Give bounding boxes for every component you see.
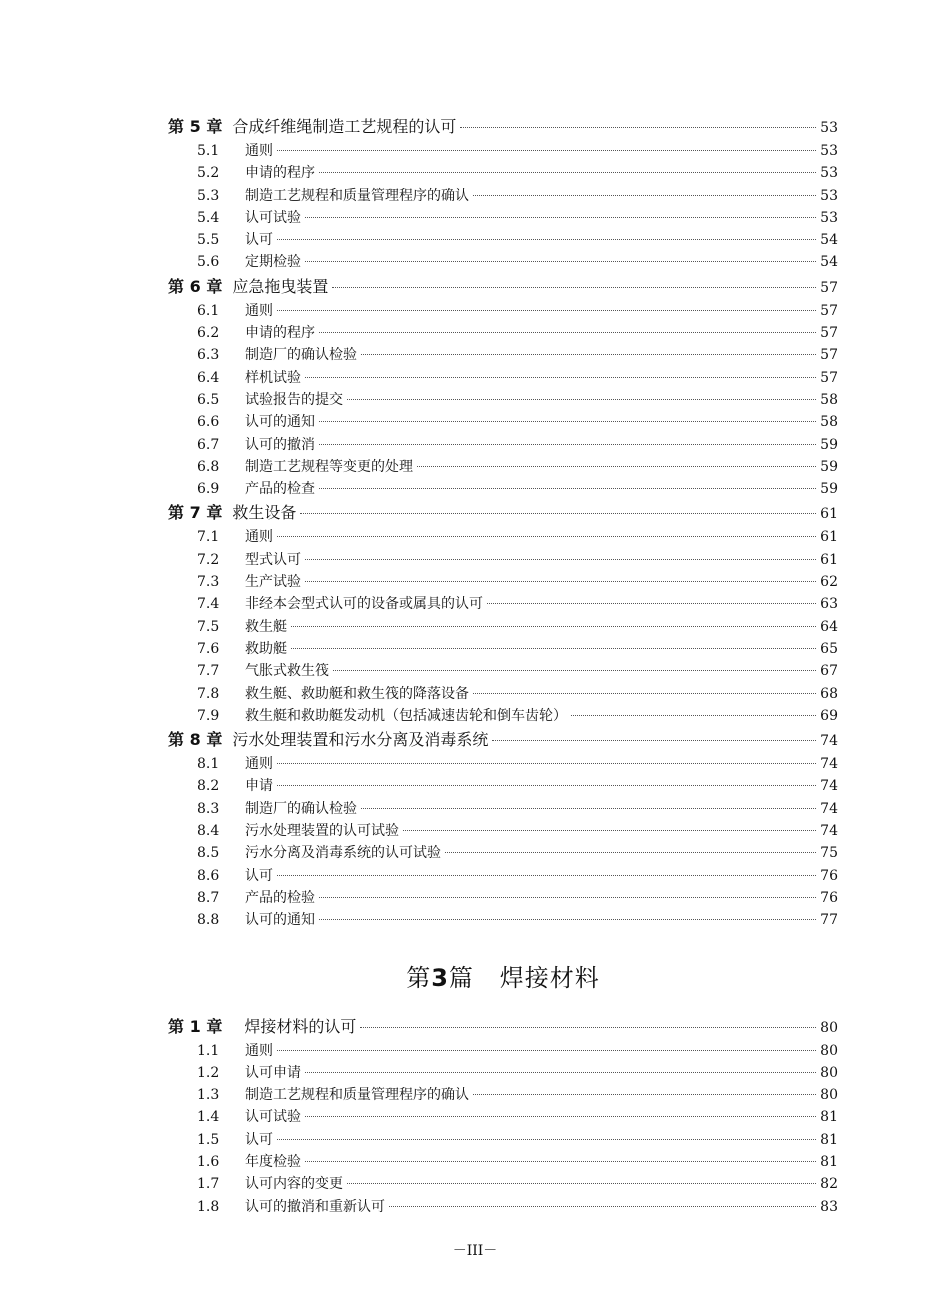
section-page-number: 65: [820, 640, 838, 657]
toc-section-entry[interactable]: [168, 207, 838, 229]
part-heading: [168, 942, 838, 1014]
section-page-number: 59: [820, 481, 838, 498]
section-number: 7.1: [197, 529, 220, 546]
section-title: 样机试验: [245, 369, 301, 386]
section-number: 6.3: [197, 347, 220, 364]
section-page-number: 81: [820, 1131, 838, 1148]
section-title: 认可试验: [245, 1109, 301, 1126]
section-title: 生产试验: [245, 574, 301, 591]
section-number: 7.5: [197, 618, 220, 635]
toc-section-entry[interactable]: [168, 1040, 838, 1062]
section-page-number: 75: [820, 845, 838, 862]
toc-section-entry[interactable]: [168, 478, 838, 500]
toc-section-entry[interactable]: [168, 411, 838, 433]
toc-chapter-entry[interactable]: [168, 500, 838, 526]
section-number: 7.3: [197, 574, 220, 591]
chapter-page-number: 74: [820, 733, 838, 750]
toc-section-entry[interactable]: [168, 185, 838, 207]
toc-section-entry[interactable]: [168, 526, 838, 548]
toc-section-entry[interactable]: [168, 820, 838, 842]
dot-leader: [291, 626, 816, 627]
section-number: 8.4: [197, 823, 220, 840]
section-page-number: 76: [820, 867, 838, 884]
chapter-page-number: 61: [820, 506, 838, 523]
section-number: 5.1: [197, 143, 220, 159]
chapter-label-suffix: 章: [206, 503, 223, 523]
section-page-number: 80: [820, 1087, 838, 1104]
toc-section-entry[interactable]: [168, 1173, 838, 1195]
chapter-label-number: 8: [189, 730, 201, 750]
chapter-title: 合成纤维绳制造工艺规程的认可: [232, 117, 457, 136]
chapter-label-prefix: 第: [168, 1016, 185, 1036]
toc-section-entry[interactable]: [168, 775, 838, 797]
dot-leader: [361, 808, 816, 809]
dot-leader: [571, 715, 816, 716]
dot-leader: [319, 488, 816, 489]
section-number: 7.4: [197, 596, 220, 613]
section-number: 8.2: [197, 778, 220, 795]
page-number-footer: －III－: [452, 1243, 498, 1259]
dot-leader: [332, 287, 816, 288]
section-title: 救生艇、救助艇和救生筏的降落设备: [245, 685, 469, 702]
dot-leader: [445, 852, 816, 853]
section-title: 制造工艺规程和质量管理程序的确认: [245, 1087, 469, 1104]
section-title: 申请: [245, 778, 273, 795]
section-title: 制造工艺规程和质量管理程序的确认: [245, 187, 469, 204]
dot-leader: [305, 377, 816, 378]
toc-section-entry[interactable]: [168, 1106, 838, 1128]
toc-section-entry[interactable]: [168, 367, 838, 389]
section-number: 1.6: [197, 1153, 220, 1170]
dot-leader: [319, 332, 816, 333]
dot-leader: [319, 172, 816, 173]
section-title: 气胀式救生筏: [245, 663, 329, 680]
toc-section-entry[interactable]: [168, 798, 838, 820]
toc-section-entry[interactable]: [168, 660, 838, 682]
section-number: 6.1: [197, 302, 220, 319]
chapter-page-number: 53: [820, 120, 838, 136]
section-title: 通则: [245, 756, 273, 773]
section-title: 制造工艺规程等变更的处理: [245, 458, 413, 475]
chapter-number-label: [168, 1014, 222, 1040]
section-number: 1.8: [197, 1198, 220, 1215]
section-title: 认可试验: [245, 209, 301, 226]
chapter-number-label: [168, 500, 222, 526]
section-page-number: 53: [820, 143, 838, 159]
toc-chapter-entry[interactable]: [168, 114, 838, 140]
section-title: 认可: [245, 867, 273, 884]
dot-leader: [277, 1139, 816, 1140]
section-page-number: 62: [820, 574, 838, 591]
section-number: 8.8: [197, 912, 220, 929]
section-title: 申请的程序: [245, 165, 315, 182]
section-title: 试验报告的提交: [245, 391, 343, 408]
dot-leader: [347, 1183, 816, 1184]
section-page-number: 61: [820, 551, 838, 568]
chapter-label-number: 1: [189, 1016, 201, 1036]
dot-leader: [361, 354, 816, 355]
section-page-number: 64: [820, 618, 838, 635]
dot-leader: [460, 127, 816, 128]
section-title: 认可的通知: [245, 414, 315, 431]
section-title: 通则: [245, 529, 273, 546]
section-page-number: 74: [820, 778, 838, 795]
dot-leader: [389, 1206, 816, 1207]
dot-leader: [277, 150, 816, 151]
section-title: 制造厂的确认检验: [245, 347, 357, 364]
dot-leader: [305, 261, 816, 262]
chapter-label-prefix: 第: [168, 503, 185, 523]
toc-chapter-entry[interactable]: [168, 727, 838, 753]
section-page-number: 58: [820, 391, 838, 408]
chapter-label-suffix: 章: [206, 1016, 223, 1036]
section-title: 产品的检验: [245, 889, 315, 906]
section-page-number: 76: [820, 889, 838, 906]
dot-leader: [360, 1027, 816, 1028]
dot-leader: [319, 897, 816, 898]
dot-leader: [277, 785, 816, 786]
dot-leader: [473, 693, 816, 694]
chapter-title: 焊接材料的认可: [244, 1016, 357, 1036]
chapter-number-label: [168, 727, 222, 753]
dot-leader: [473, 1094, 816, 1095]
dot-leader: [305, 1072, 816, 1073]
section-page-number: 83: [820, 1198, 838, 1215]
section-page-number: 80: [820, 1042, 838, 1059]
section-number: 7.8: [197, 685, 220, 702]
toc-section-entry[interactable]: [168, 753, 838, 775]
toc-section-entry[interactable]: [168, 705, 838, 727]
toc-section-entry[interactable]: [168, 1062, 838, 1084]
section-title: 定期检验: [245, 254, 301, 271]
section-title: 产品的检查: [245, 481, 315, 498]
toc-section-entry[interactable]: [168, 1129, 838, 1151]
section-page-number: 82: [820, 1176, 838, 1193]
section-page-number: 54: [820, 254, 838, 271]
toc-section-entry[interactable]: [168, 909, 838, 931]
dot-leader: [277, 536, 816, 537]
chapter-title: 应急拖曳装置: [232, 276, 329, 296]
toc-section-entry[interactable]: [168, 1084, 838, 1106]
section-page-number: 59: [820, 436, 838, 453]
dot-leader: [305, 1116, 816, 1117]
section-number: 6.2: [197, 325, 220, 342]
section-page-number: 57: [820, 325, 838, 342]
toc-chapter-entry[interactable]: [168, 274, 838, 300]
section-number: 1.5: [197, 1131, 220, 1148]
toc-section-entry[interactable]: [168, 593, 838, 615]
section-number: 6.5: [197, 391, 220, 408]
section-title: 认可的撤消和重新认可: [245, 1198, 385, 1215]
chapter-title: 救生设备: [232, 503, 297, 523]
toc-section-entry[interactable]: [168, 456, 838, 478]
section-title: 认可: [245, 232, 273, 249]
section-page-number: 53: [820, 209, 838, 226]
dot-leader: [473, 195, 816, 196]
section-number: 8.7: [197, 889, 220, 906]
chapter-label-prefix: 第: [168, 276, 185, 296]
chapter-label-suffix: 章: [206, 117, 223, 136]
section-title: 救生艇和救助艇发动机（包括减速齿轮和倒车齿轮）: [245, 707, 567, 724]
section-page-number: 67: [820, 663, 838, 680]
section-page-number: 68: [820, 685, 838, 702]
section-number: 8.3: [197, 800, 220, 817]
toc-group-part-3: [168, 1014, 838, 1218]
section-title: 通则: [245, 143, 273, 159]
dot-leader: [277, 1050, 816, 1051]
dot-leader: [319, 444, 816, 445]
toc-section-entry[interactable]: [168, 571, 838, 593]
section-page-number: 57: [820, 302, 838, 319]
section-title: 认可的通知: [245, 912, 315, 929]
toc-section-entry[interactable]: [168, 162, 838, 184]
section-page-number: 63: [820, 596, 838, 613]
section-page-number: 74: [820, 756, 838, 773]
toc-section-entry[interactable]: [168, 616, 838, 638]
dot-leader: [305, 559, 816, 560]
section-page-number: 59: [820, 458, 838, 475]
part-heading-title: 焊接材料: [499, 963, 600, 992]
toc-section-entry[interactable]: [168, 300, 838, 322]
chapter-label-number: 7: [189, 503, 201, 523]
section-page-number: 57: [820, 369, 838, 386]
chapter-label-number: 6: [189, 276, 201, 296]
chapter-page-number: 80: [820, 1019, 838, 1036]
section-page-number: 53: [820, 165, 838, 182]
dot-leader: [492, 740, 816, 741]
section-page-number: 58: [820, 414, 838, 431]
section-page-number: 69: [820, 707, 838, 724]
dot-leader: [403, 830, 816, 831]
toc-section-entry[interactable]: [168, 865, 838, 887]
section-number: 5.6: [197, 254, 220, 271]
section-number: 8.6: [197, 867, 220, 884]
section-page-number: 77: [820, 912, 838, 929]
section-number: 1.2: [197, 1064, 220, 1081]
section-page-number: 54: [820, 232, 838, 249]
toc-section-entry[interactable]: [168, 683, 838, 705]
chapter-page-number: 57: [820, 279, 838, 296]
section-number: 1.4: [197, 1109, 220, 1126]
dot-leader: [277, 239, 816, 240]
toc-section-entry[interactable]: [168, 887, 838, 909]
dot-leader: [347, 399, 816, 400]
dot-leader: [487, 603, 816, 604]
toc-section-entry[interactable]: [168, 638, 838, 660]
section-title: 认可内容的变更: [245, 1176, 343, 1193]
chapter-label-suffix: 章: [206, 276, 223, 296]
section-title: 认可: [245, 1131, 273, 1148]
toc-section-entry[interactable]: [168, 1196, 838, 1218]
section-number: 6.7: [197, 436, 220, 453]
section-page-number: 74: [820, 800, 838, 817]
section-number: 1.3: [197, 1087, 220, 1104]
part-heading-suffix: 篇: [448, 963, 474, 992]
dot-leader: [291, 648, 816, 649]
dot-leader: [417, 466, 816, 467]
part-heading-prefix: 第: [406, 963, 432, 992]
toc-section-entry[interactable]: [168, 322, 838, 344]
section-number: 7.6: [197, 640, 220, 657]
chapter-title: 污水处理装置和污水分离及消毒系统: [232, 730, 489, 750]
dot-leader: [305, 581, 816, 582]
dot-leader: [333, 670, 816, 671]
chapter-number-label: [168, 114, 222, 140]
dot-leader: [319, 919, 816, 920]
toc-section-entry[interactable]: [168, 434, 838, 456]
section-title: 申请的程序: [245, 325, 315, 342]
toc-group-part-2: [168, 114, 838, 932]
section-number: 5.2: [197, 165, 220, 182]
section-title: 认可的撤消: [245, 436, 315, 453]
section-page-number: 74: [820, 823, 838, 840]
toc-section-entry[interactable]: [168, 140, 838, 162]
chapter-label-prefix: 第: [168, 117, 185, 136]
section-number: 1.1: [197, 1042, 220, 1059]
section-number: 7.7: [197, 663, 220, 680]
toc-chapter-entry[interactable]: [168, 1014, 838, 1040]
section-title: 型式认可: [245, 551, 301, 568]
section-title: 通则: [245, 1042, 273, 1059]
section-title: 救助艇: [245, 640, 287, 657]
section-title: 非经本会型式认可的设备或属具的认可: [245, 596, 483, 613]
section-page-number: 57: [820, 347, 838, 364]
toc-section-entry[interactable]: [168, 389, 838, 411]
section-number: 5.3: [197, 187, 220, 204]
chapter-label-prefix: 第: [168, 730, 185, 750]
section-page-number: 61: [820, 529, 838, 546]
dot-leader: [319, 421, 816, 422]
section-page-number: 53: [820, 187, 838, 204]
dot-leader: [277, 875, 816, 876]
section-number: 6.8: [197, 458, 220, 475]
section-number: 7.9: [197, 707, 220, 724]
chapter-label-suffix: 章: [206, 730, 223, 750]
section-number: 6.9: [197, 481, 220, 498]
section-number: 8.5: [197, 845, 220, 862]
section-number: 5.5: [197, 232, 220, 249]
section-title: 年度检验: [245, 1153, 301, 1170]
section-page-number: 81: [820, 1109, 838, 1126]
dot-leader: [277, 310, 816, 311]
toc-section-entry[interactable]: [168, 251, 838, 273]
dot-leader: [300, 513, 816, 514]
section-title: 污水分离及消毒系统的认可试验: [245, 845, 441, 862]
chapter-number-label: [168, 274, 222, 300]
section-title: 通则: [245, 302, 273, 319]
dot-leader: [305, 1161, 816, 1162]
toc-section-entry[interactable]: [168, 549, 838, 571]
section-number: 6.4: [197, 369, 220, 386]
section-title: 认可申请: [245, 1064, 301, 1081]
toc-section-entry[interactable]: [168, 344, 838, 366]
section-number: 6.6: [197, 414, 220, 431]
section-title: 制造厂的确认检验: [245, 800, 357, 817]
section-number: 8.1: [197, 756, 220, 773]
section-number: 5.4: [197, 209, 220, 226]
toc-section-entry[interactable]: [168, 229, 838, 251]
toc-section-entry[interactable]: [168, 842, 838, 864]
section-title: 救生艇: [245, 618, 287, 635]
part-heading-number: 3: [431, 963, 449, 992]
section-page-number: 80: [820, 1064, 838, 1081]
section-number: 1.7: [197, 1176, 220, 1193]
dot-leader: [305, 217, 816, 218]
section-number: 7.2: [197, 551, 220, 568]
section-title: 污水处理装置的认可试验: [245, 823, 399, 840]
table-of-contents: [168, 114, 838, 1218]
dot-leader: [277, 763, 816, 764]
chapter-label-number: 5: [189, 117, 201, 136]
toc-section-entry[interactable]: [168, 1151, 838, 1173]
section-page-number: 81: [820, 1153, 838, 1170]
